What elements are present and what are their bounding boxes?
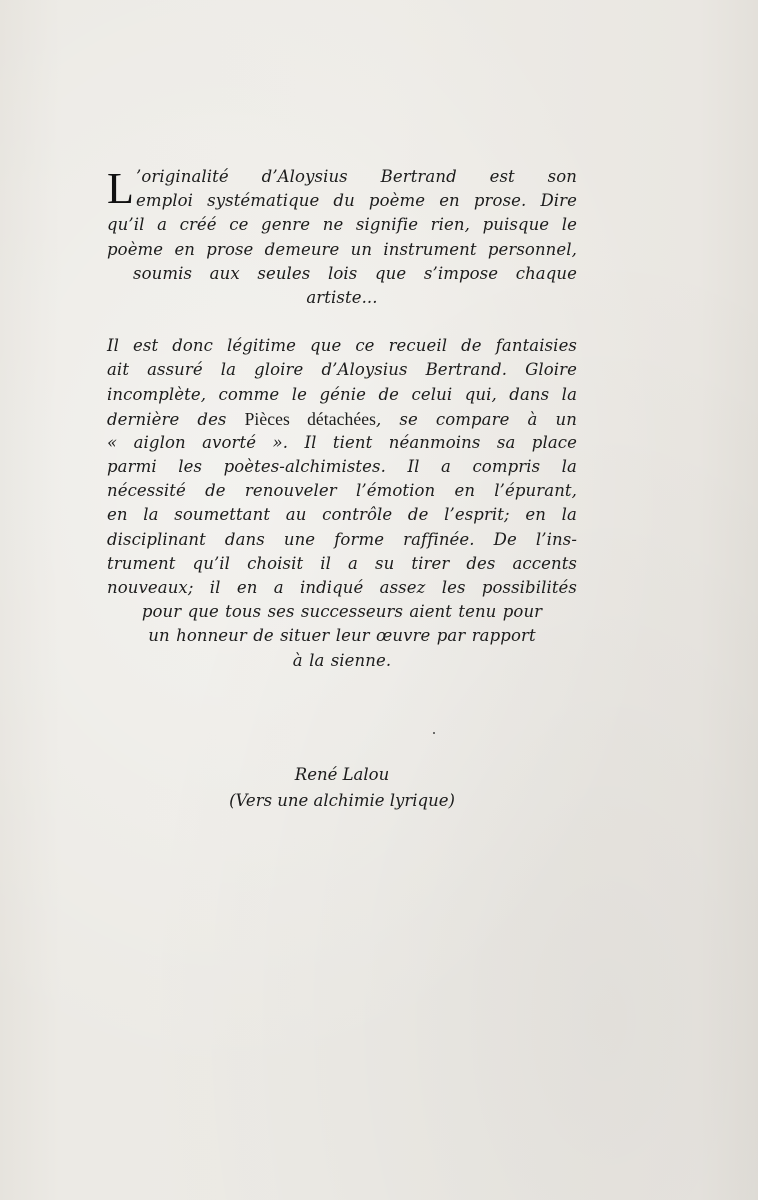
paragraph-1 [107,165,577,310]
body-text [107,165,577,673]
paragraph-2-line: nouveaux; il en a indiqué assez les possibilités [107,578,577,597]
paragraph-1-line: emploi systématique du poème en prose. Dire [135,191,577,211]
paragraph-1-line: artiste... [306,287,378,307]
paragraph-2-line [107,407,577,431]
paragraph-1-line: ’originalité d’Aloysius Bertrand est son [135,167,577,186]
paragraph-2-line: à la sienne. [292,650,392,670]
ink-speck [433,732,435,734]
source-title: (Vers une alchimie lyrique) [229,791,455,810]
paragraph-2-line: parmi les poètes-alchimistes. Il a compris la [107,457,577,477]
paragraph-2-line: trument qu’il choisit il a su tirer des accents [107,553,577,573]
paragraph-1-line: poème en prose demeure un instrument personnel, [107,239,577,259]
line-text: dernière des [107,409,245,429]
paragraph-2-line: un honneur de situer leur œuvre par rapport [148,626,536,646]
attribution [107,762,577,814]
line-text: , se compare à un [375,409,577,429]
book-title: Pièces détachées [244,408,376,429]
paragraph-2-line: nécessité de renouveler l’émotion en l’épurant, [107,481,577,501]
paragraph-2 [107,334,577,673]
paragraph-2-line: en la soumettant au contrôle de l’esprit; en la [107,505,577,525]
paragraph-2-line: « aiglon avorté ». Il tient néanmoins sa place [107,432,577,452]
paragraph-1-line: qu’il a créé ce genre ne signifie rien, puisque le [107,215,577,235]
paragraph-2-line: Il est donc légitime que ce recueil de fantaisies [107,336,577,356]
author-name: René Lalou [294,765,390,784]
paragraph-2-line: incomplète, comme le génie de celui qui, dans la [107,384,577,404]
paragraph-1-line: soumis aux seules lois que s’impose chaque [133,263,577,283]
paragraph-2-line: pour que tous ses successeurs aient tenu pour [141,602,543,622]
paragraph-2-line: disciplinant dans une forme raffinée. De l’ins- [107,529,577,549]
paragraph-2-line: ait assuré la gloire d’Aloysius Bertrand. Gloire [107,360,577,380]
drop-cap: L [107,164,134,213]
